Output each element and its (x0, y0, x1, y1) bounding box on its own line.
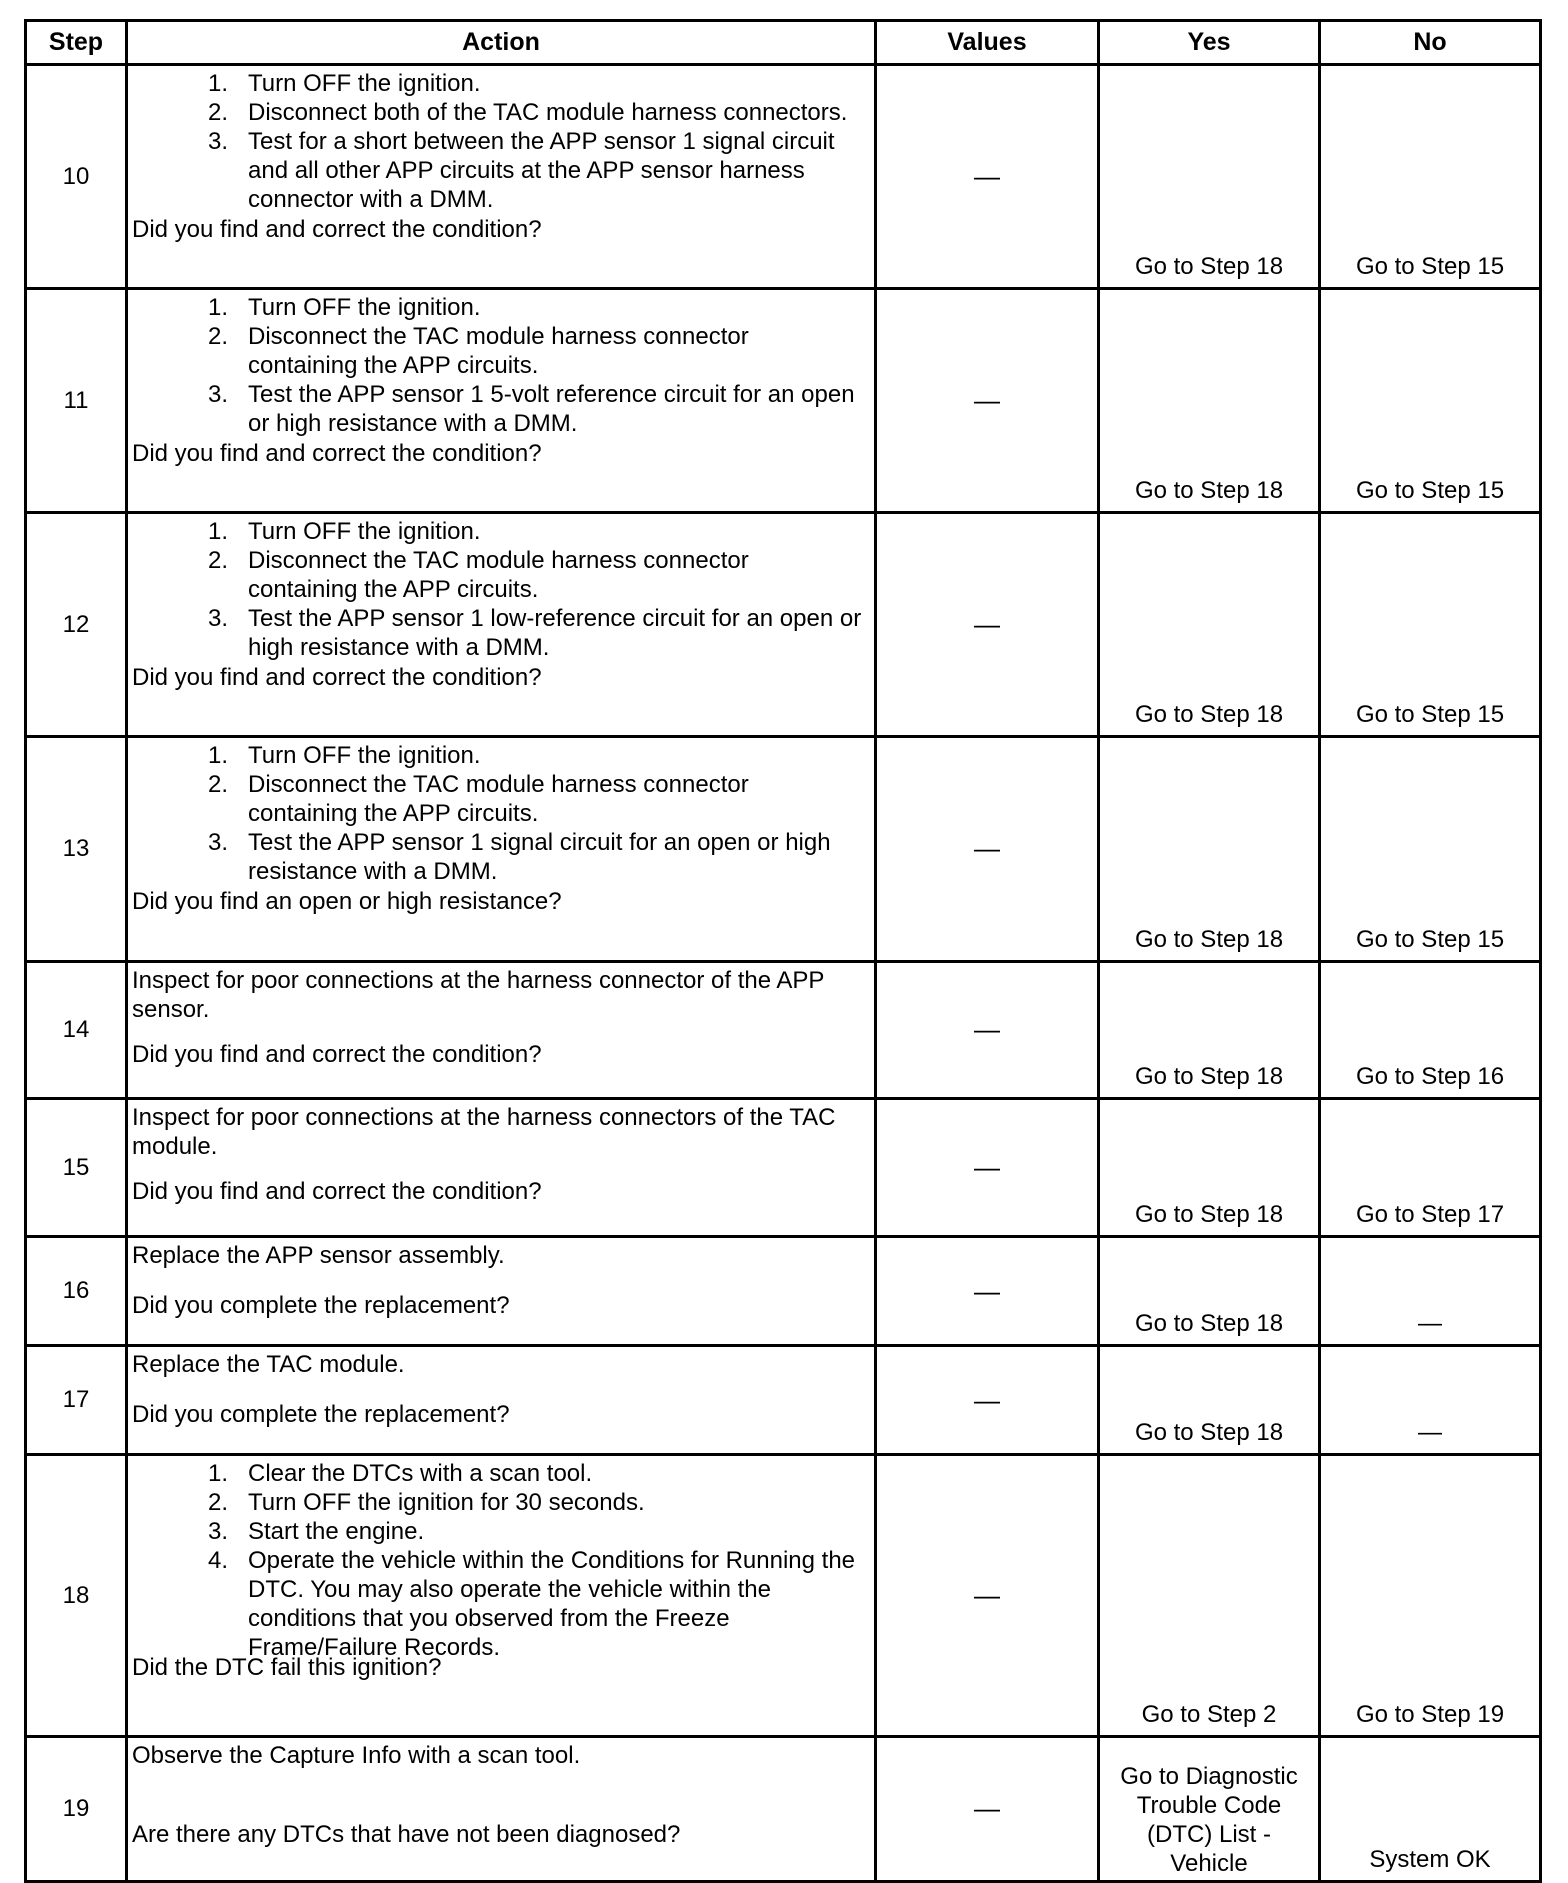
action-step-item (132, 1517, 870, 1546)
action-step-text: Turn OFF the ignition for 30 seconds. (248, 1489, 645, 1517)
action-question: Did you find an open or high resistance? (132, 888, 562, 916)
action-step-text: Test the APP sensor 1 signal circuit for an open or high resistance with a DMM. (248, 829, 831, 886)
yes-result: Go to Step 18 (1134, 1310, 1284, 1338)
action-instruction: Observe the Capture Info with a scan tool. (132, 1741, 581, 1769)
action-step-number: 2. (207, 547, 228, 575)
action-question: Did you find and correct the condition? (132, 664, 542, 692)
step-number: 17 (26, 1346, 127, 1455)
action-step-item (132, 98, 870, 127)
action-steps-list (132, 293, 870, 438)
table-row (26, 1237, 1541, 1346)
table-row (26, 65, 1541, 289)
step-number: 18 (26, 1455, 127, 1737)
yes-result: Go to Step 18 (1134, 1201, 1284, 1229)
action-step-number: 1. (207, 518, 228, 546)
action-step-item (132, 546, 870, 604)
action-step-number: 1. (207, 294, 228, 322)
action-step-number: 2. (207, 323, 228, 351)
action-step-item (132, 380, 870, 438)
values-cell: — (876, 513, 1099, 737)
yes-cell (1099, 65, 1320, 289)
no-cell (1320, 65, 1541, 289)
action-question: Did you find and correct the condition? (132, 440, 542, 468)
no-result: Go to Step 19 (1355, 1700, 1505, 1728)
action-step-item (132, 1459, 870, 1488)
action-step-text: Start the engine. (248, 1518, 425, 1546)
header-yes: Yes (1099, 21, 1320, 65)
action-step-number: 1. (207, 70, 228, 97)
values-cell: — (876, 289, 1099, 513)
values-cell: — (876, 961, 1099, 1099)
action-steps-list (132, 69, 870, 214)
action-step-text: Disconnect the TAC module harness connector containing the APP circuits. (248, 771, 749, 828)
action-step-number: 3. (207, 381, 228, 409)
yes-result: Go to Step 18 (1134, 1063, 1284, 1091)
table-row (26, 1346, 1541, 1455)
yes-cell (1099, 513, 1320, 737)
action-step-text: Turn OFF the ignition. (248, 294, 481, 322)
action-step-text: Disconnect the TAC module harness connector containing the APP circuits. (248, 323, 749, 380)
no-cell (1320, 961, 1541, 1099)
action-cell (127, 961, 876, 1099)
yes-cell (1099, 289, 1320, 513)
no-result: — (1418, 1419, 1442, 1447)
no-cell (1320, 289, 1541, 513)
no-result: System OK (1369, 1846, 1491, 1873)
action-step-item (132, 69, 870, 98)
action-instruction: Inspect for poor connections at the harness connectors of the TAC module. (132, 1104, 836, 1161)
action-step-number: 3. (207, 128, 228, 155)
step-number: 12 (26, 513, 127, 737)
no-cell (1320, 1455, 1541, 1737)
action-question: Did you complete the replacement? (132, 1401, 510, 1429)
no-result: — (1418, 1310, 1442, 1338)
table-row (26, 289, 1541, 513)
values-cell: — (876, 65, 1099, 289)
no-result: Go to Step 15 (1355, 477, 1505, 505)
table-body (26, 65, 1541, 1882)
action-step-text: Test the APP sensor 1 5-volt reference circuit for an open or high resistance with a DMM. (248, 381, 855, 438)
header-row (26, 21, 1541, 65)
action-step-number: 3. (207, 829, 228, 857)
action-step-text: Disconnect both of the TAC module harness connectors. (248, 99, 848, 126)
action-cell (127, 289, 876, 513)
action-step-number: 2. (207, 1489, 228, 1517)
action-step-number: 2. (207, 771, 228, 799)
action-steps-list (132, 1459, 870, 1662)
action-step-item (132, 770, 870, 828)
step-number: 13 (26, 737, 127, 961)
step-number: 15 (26, 1099, 127, 1237)
values-cell: — (876, 1099, 1099, 1237)
action-step-number: 3. (207, 1518, 228, 1546)
step-number: 16 (26, 1237, 127, 1346)
action-question: Did you find and correct the condition? (132, 216, 542, 243)
yes-result: Go to Diagnostic Trouble Code (DTC) List - Vehicle (1120, 1763, 1298, 1877)
action-cell (127, 65, 876, 289)
yes-cell (1099, 1736, 1320, 1881)
action-question: Did you complete the replacement? (132, 1292, 510, 1320)
action-step-text: Clear the DTCs with a scan tool. (248, 1460, 593, 1488)
yes-cell (1099, 1455, 1320, 1737)
action-step-item (132, 293, 870, 322)
step-number: 19 (26, 1736, 127, 1881)
no-result: Go to Step 15 (1355, 701, 1505, 729)
no-result: Go to Step 16 (1355, 1063, 1505, 1091)
action-question: Did the DTC fail this ignition? (132, 1654, 442, 1682)
table-row (26, 513, 1541, 737)
values-cell: — (876, 1237, 1099, 1346)
yes-result: Go to Step 18 (1134, 1419, 1284, 1447)
action-step-text: Turn OFF the ignition. (248, 742, 481, 770)
action-cell (127, 737, 876, 961)
no-cell (1320, 1736, 1541, 1881)
action-step-number: 2. (207, 99, 228, 126)
step-number: 14 (26, 961, 127, 1099)
action-instruction: Replace the TAC module. (132, 1351, 405, 1379)
table-row (26, 737, 1541, 961)
action-step-item (132, 322, 870, 380)
yes-cell (1099, 737, 1320, 961)
action-step-text: Disconnect the TAC module harness connector containing the APP circuits. (248, 547, 749, 604)
action-instruction: Replace the APP sensor assembly. (132, 1242, 505, 1270)
action-steps-list (132, 741, 870, 886)
values-cell: — (876, 1346, 1099, 1455)
action-step-item (132, 1488, 870, 1517)
action-step-text: Operate the vehicle within the Conditions for Running the DTC. You may also operate the vehicle within the conditions that you observed from the Freeze Frame/Failure Records. (248, 1547, 856, 1662)
yes-cell (1099, 1237, 1320, 1346)
action-cell (127, 1346, 876, 1455)
step-number: 11 (26, 289, 127, 513)
action-step-number: 1. (207, 742, 228, 770)
action-step-text: Test the APP sensor 1 low-reference circuit for an open or high resistance with a DMM. (248, 605, 862, 662)
no-result: Go to Step 15 (1355, 925, 1505, 953)
action-cell (127, 1736, 876, 1881)
yes-cell (1099, 961, 1320, 1099)
action-cell (127, 513, 876, 737)
action-step-text: Test for a short between the APP sensor 1 signal circuit and all other APP circuits at the APP sensor harness connector with a DMM. (248, 128, 835, 213)
values-cell: — (876, 737, 1099, 961)
yes-cell (1099, 1099, 1320, 1237)
action-instruction: Inspect for poor connections at the harness connector of the APP sensor. (132, 966, 824, 1023)
action-step-text: Turn OFF the ignition. (248, 70, 481, 97)
step-number: 10 (26, 65, 127, 289)
diagnostic-table (24, 19, 1542, 1883)
action-step-number: 3. (207, 605, 228, 633)
table-row (26, 1736, 1541, 1881)
table-row (26, 1099, 1541, 1237)
values-cell: — (876, 1455, 1099, 1737)
header-values: Values (876, 21, 1099, 65)
no-cell (1320, 1346, 1541, 1455)
yes-cell (1099, 1346, 1320, 1455)
yes-result: Go to Step 18 (1134, 253, 1284, 281)
action-step-item (132, 741, 870, 770)
yes-result: Go to Step 18 (1134, 925, 1284, 953)
values-cell: — (876, 1736, 1099, 1881)
no-cell (1320, 1099, 1541, 1237)
action-question: Are there any DTCs that have not been diagnosed? (132, 1820, 681, 1848)
action-cell (127, 1237, 876, 1346)
no-result: Go to Step 15 (1355, 253, 1505, 281)
table-row (26, 961, 1541, 1099)
action-step-item (132, 604, 870, 662)
action-cell (127, 1455, 876, 1737)
action-step-item (132, 828, 870, 886)
no-cell (1320, 737, 1541, 961)
no-cell (1320, 513, 1541, 737)
header-no: No (1320, 21, 1541, 65)
action-step-number: 1. (207, 1460, 228, 1488)
action-question: Did you find and correct the condition? (132, 1040, 542, 1068)
action-steps-list (132, 517, 870, 662)
action-cell (127, 1099, 876, 1237)
table-row (26, 1455, 1541, 1737)
yes-result: Go to Step 2 (1141, 1700, 1277, 1728)
action-step-text: Turn OFF the ignition. (248, 518, 481, 546)
header-action: Action (127, 21, 876, 65)
no-result: Go to Step 17 (1355, 1201, 1505, 1229)
action-step-item (132, 517, 870, 546)
header-step: Step (26, 21, 127, 65)
action-step-number: 4. (207, 1547, 228, 1575)
action-step-item (132, 1546, 870, 1662)
yes-result: Go to Step 18 (1134, 477, 1284, 505)
no-cell (1320, 1237, 1541, 1346)
action-step-item (132, 127, 870, 214)
action-question: Did you find and correct the condition? (132, 1178, 542, 1206)
yes-result: Go to Step 18 (1134, 701, 1284, 729)
